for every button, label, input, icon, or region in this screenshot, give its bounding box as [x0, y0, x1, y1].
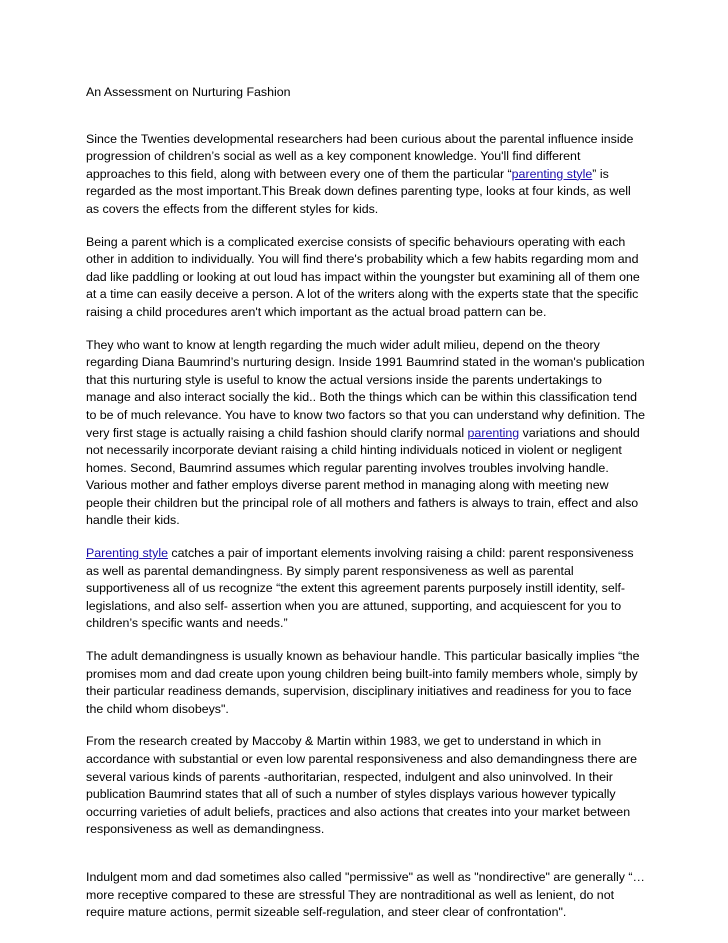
paragraph-6: From the research created by Maccoby & Martin within 1983, we get to understand in which in accordance with substantial or even low parental responsiveness and also demandingness there are several various kinds of parents -authoritarian, respected, indulgent and also uninvolved. In their publication Baumrind states that all of such a number of styles displays various however typically occurring varieties of adult beliefs, practices and also actions that creates into your market between responsiveness as well as demandingness.	[86, 734, 638, 837]
paragraph-4	[86, 545, 646, 633]
paragraph-2: Being a parent which is a complicated exercise consists of specific behaviours operating with each other in addition to individually. You will find there's probability which a few habits regarding mom and dad like paddling or looking at out loud has impact within the youngster but examining all of them one at a time can easily deceive a person. A lot of the writers along with the experts state that the specific raising a child procedures aren't which important as the actual broad pattern can be.	[86, 234, 640, 319]
paragraph-5: The adult demandingness is usually known as behaviour handle. This particular basically implies “the promises mom and dad create upon young children being built-into family members whole, simply by their particular readiness demands, supervision, disciplinary initiatives and readiness for you to face the child whom disobeys".	[86, 649, 640, 716]
parenting-style-link-2[interactable]: Parenting style	[86, 546, 168, 561]
paragraph-1-text-a: Since the Twenties developmental researchers had been curious about the parental influence inside progression of children’s social as well as a key component knowledge. You'll find different approaches to this field, along with between every one of them the particular “	[86, 131, 634, 181]
paragraph-1	[86, 131, 646, 219]
paragraph-4-text: catches a pair of important elements involving raising a child: parent responsiveness as well as parental demandingness. By simply parent responsiveness as well as parental supportiveness all of us recognize “the extent this agreement parents purposely instill identity, self- legislations, and also self- assertion when you are attuned, supporting, and acquiescent for you to children’s specific wants and needs.”	[86, 546, 634, 631]
paragraph-3	[86, 337, 646, 531]
paragraph-3-text-a: They who want to know at length regarding the much wider adult milieu, depend on the theory regarding Diana Baumrind’s nurturing design. Inside 1991 Baumrind stated in the woman's publication that this nurturing style is useful to know the actual versions inside the parents undertakings to manage and also interact socially the kid.. Both the things which can be within this classification tend to be of much relevance. You have to know two factors so that you can understand why definition. The very first stage is actually raising a child fashion should clarify normal	[86, 337, 646, 440]
paragraph-7: Indulgent mom and dad sometimes also called "permissive" as well as "nondirective" are generally “…more receptive compared to these are stressful They are nontraditional as well as lenient, do not require mature actions, permit sizeable self-regulation, and steer clear of confrontation".	[86, 869, 645, 920]
parenting-link[interactable]: parenting	[467, 425, 520, 440]
parenting-style-link[interactable]: parenting style	[511, 166, 593, 181]
paragraph-1-text-b: ” is regarded as the most important.This Break down defines parenting type, looks at four kinds, as well as covers the effects from the different styles for kids.	[86, 166, 631, 216]
document-title: An Assessment on Nurturing Fashion	[86, 85, 291, 99]
paragraph-3-text-b: variations and should not necessarily incorporate deviant raising a child hinting individuals noticed in violent or negligent homes. Second, Baumrind assumes which regular parenting involves troubles involving handle. Various mother and father employs diverse parent method in managing along with meeting new people their children but the principal role of all mothers and fathers is always to train, effect and also handle their kids.	[86, 425, 640, 528]
document-page	[86, 84, 646, 937]
